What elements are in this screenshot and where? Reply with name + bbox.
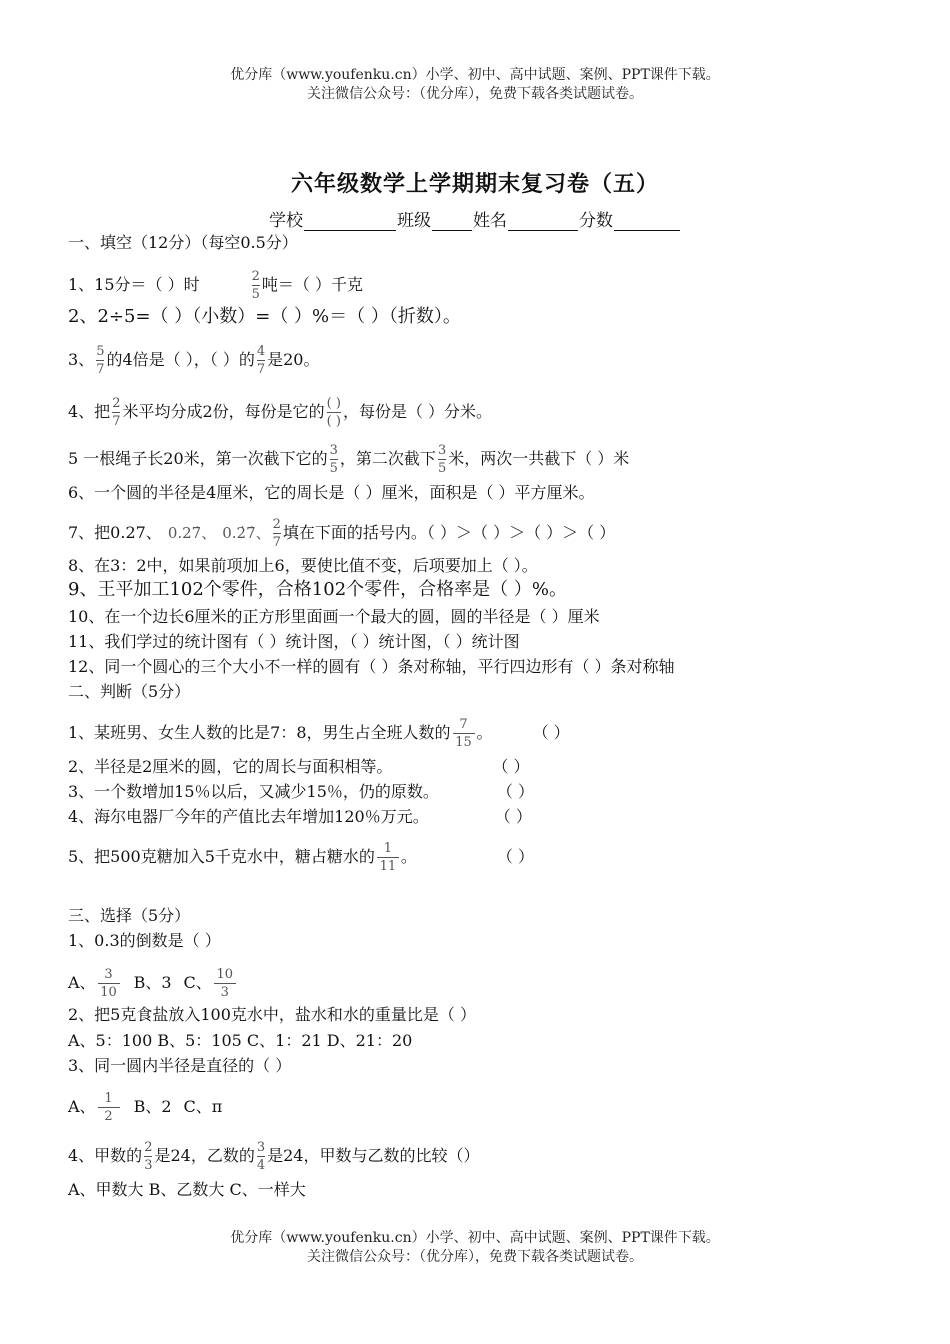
- fraction: $\frac{2}{7}$: [272, 517, 281, 550]
- choice-question-3: 3、同一圆内半径是直径的（ ）: [68, 1056, 292, 1075]
- fraction: $\frac{1}{2}$: [98, 1090, 120, 1125]
- fill-question-4: 4、把 $\frac{2}{7}$ 米平均分成2份，每份是它的 $\frac{( )}{( )}$ ，每份是（ ）分米。: [68, 396, 493, 429]
- school-label: 学校: [269, 211, 303, 231]
- judge-question-4: 4、海尔电器厂今年的产值比去年增加120％万元。 （ ）: [68, 807, 532, 826]
- student-info: [0, 206, 950, 231]
- name-label: 姓名: [473, 211, 507, 231]
- score-blank[interactable]: [614, 212, 680, 231]
- class-label: 班级: [397, 211, 431, 231]
- answer-mark[interactable]: （ ）: [492, 757, 530, 776]
- judge-question-2: 2、半径是2厘米的圆，它的周长与面积相等。 （ ）: [68, 757, 530, 776]
- fill-question-10: 10、在一个边长6厘米的正方形里面画一个最大的圆，圆的半径是（ ）厘米: [68, 607, 600, 626]
- header-line-2: 关注微信公众号：（优分库），免费下载各类试题试卷。: [307, 86, 643, 102]
- fraction: $\frac{( )}{( )}$: [326, 396, 341, 429]
- fill-question-5: 5 一根绳子长20米，第一次截下它的 $\frac{3}{5}$ ，第二次截下 $\frac{3}{5}$ 米，两次一共截下（ ）米: [68, 443, 630, 476]
- judge-question-5: 5、把500克糖加入5千克水中，糖占糖水的 $\frac{1}{11}$ 。 （ ）: [68, 841, 535, 874]
- name-blank[interactable]: [508, 212, 578, 231]
- fill-question-11: 11、我们学过的统计图有（ ）统计图，（ ）统计图，（ ）统计图: [68, 632, 520, 651]
- section-1-heading: 一、填空（12分）（每空0.5分）: [68, 233, 298, 252]
- page-footer: [0, 1229, 950, 1267]
- answer-mark[interactable]: （ ）: [496, 847, 535, 866]
- answer-mark[interactable]: （ ）: [532, 723, 570, 742]
- fraction: $\frac{3}{10}$: [98, 966, 120, 1001]
- fraction: $\frac{3}{4}$: [256, 1140, 266, 1173]
- fraction: $\frac{4}{7}$: [256, 344, 266, 377]
- fill-question-7: 7、把0.27、 0.27̇、 0.2̇7̇、 $\frac{2}{7}$ 填在下面的括号内。（ ）＞（ ）＞（ ）＞（ ）: [68, 517, 616, 550]
- fill-question-6: 6、一个圆的半径是4厘米，它的周长是（ ）厘米，面积是（ ）平方厘米。: [68, 483, 595, 502]
- fraction: $\frac{5}{7}$: [96, 344, 105, 377]
- fraction: $\frac{7}{15}$: [453, 716, 475, 751]
- fill-question-12: 12、同一个圆心的三个大小不一样的圆有（ ）条对称轴，平行四边形有（ ）条对称轴: [68, 657, 675, 676]
- fill-question-2: 2、2÷5=（ ）（小数）=（ ）%＝（ ）（折数）。: [68, 306, 461, 327]
- page-header: [0, 66, 950, 104]
- header-line-1: 优分库（www.youfenku.cn）小学、初中、高中试题、案例、PPT课件下载。: [230, 67, 720, 83]
- fraction: $\frac{3}{5}$: [329, 443, 338, 476]
- choice-question-2: 2、把5克食盐放入100克水中，盐水和水的重量比是（ ）: [68, 1005, 476, 1024]
- judge-question-3: 3、一个数增加15％以后，又减少15％，仍的原数。 （ ）: [68, 782, 534, 801]
- section-2-heading: 二、判断（5分）: [68, 682, 191, 701]
- fill-question-3: 3、 $\frac{5}{7}$ 的4倍是（ ），（ ）的 $\frac{4}{7}$ 是20。: [68, 344, 320, 377]
- choice-options-3: A、 $\frac{1}{2}$ B、2 C、π: [68, 1091, 223, 1124]
- fraction: $\frac{2}{3}$: [144, 1140, 153, 1173]
- fill-question-1: 1、15分＝（ ）时 $\frac{2}{5}$ 吨＝（ ）千克: [68, 269, 364, 302]
- choice-options-4: A、甲数大 B、乙数大 C、一样大: [68, 1180, 306, 1199]
- fraction: $\frac{10}{3}$: [214, 966, 236, 1001]
- fraction: $\frac{2}{7}$: [112, 396, 121, 429]
- answer-mark[interactable]: （ ）: [494, 807, 532, 826]
- fraction: $\frac{1}{11}$: [377, 840, 399, 875]
- class-blank[interactable]: [432, 212, 472, 231]
- fraction: $\frac{2}{5}$: [251, 269, 260, 302]
- choice-question-1: 1、0.3的倒数是（ ）: [68, 931, 221, 950]
- choice-options-1: A、 $\frac{3}{10}$ B、3 C、 $\frac{10}{3}$: [68, 966, 238, 1001]
- fill-question-9: 9、王平加工102个零件，合格102个零件，合格率是（ ）%。: [68, 579, 567, 600]
- section-3-heading: 三、选择（5分）: [68, 906, 191, 925]
- fill-question-8: 8、在3：2中，如果前项加上6，要使比值不变，后项要加上（ ）。: [68, 556, 538, 575]
- score-label: 分数: [579, 211, 613, 231]
- judge-question-1: 1、某班男、女生人数的比是7：8，男生占全班人数的 $\frac{7}{15}$ 。 （ ）: [68, 717, 570, 750]
- footer-line-1: 优分库（www.youfenku.cn）小学、初中、高中试题、案例、PPT课件下载。: [230, 1230, 720, 1246]
- choice-question-4: 4、甲数的 $\frac{2}{3}$ 是24，乙数的 $\frac{3}{4}$ 是24，甲数与乙数的比较（）: [68, 1140, 480, 1173]
- exam-title: 六年级数学上学期期末复习卷（五）: [290, 171, 659, 197]
- school-blank[interactable]: [304, 212, 396, 231]
- choice-options-2: A、5：100 B、5：105 C、1：21 D、21：20: [68, 1031, 413, 1050]
- fraction: $\frac{3}{5}$: [437, 443, 447, 476]
- footer-line-2: 关注微信公众号：（优分库），免费下载各类试题试卷。: [307, 1249, 643, 1265]
- answer-mark[interactable]: （ ）: [496, 782, 534, 801]
